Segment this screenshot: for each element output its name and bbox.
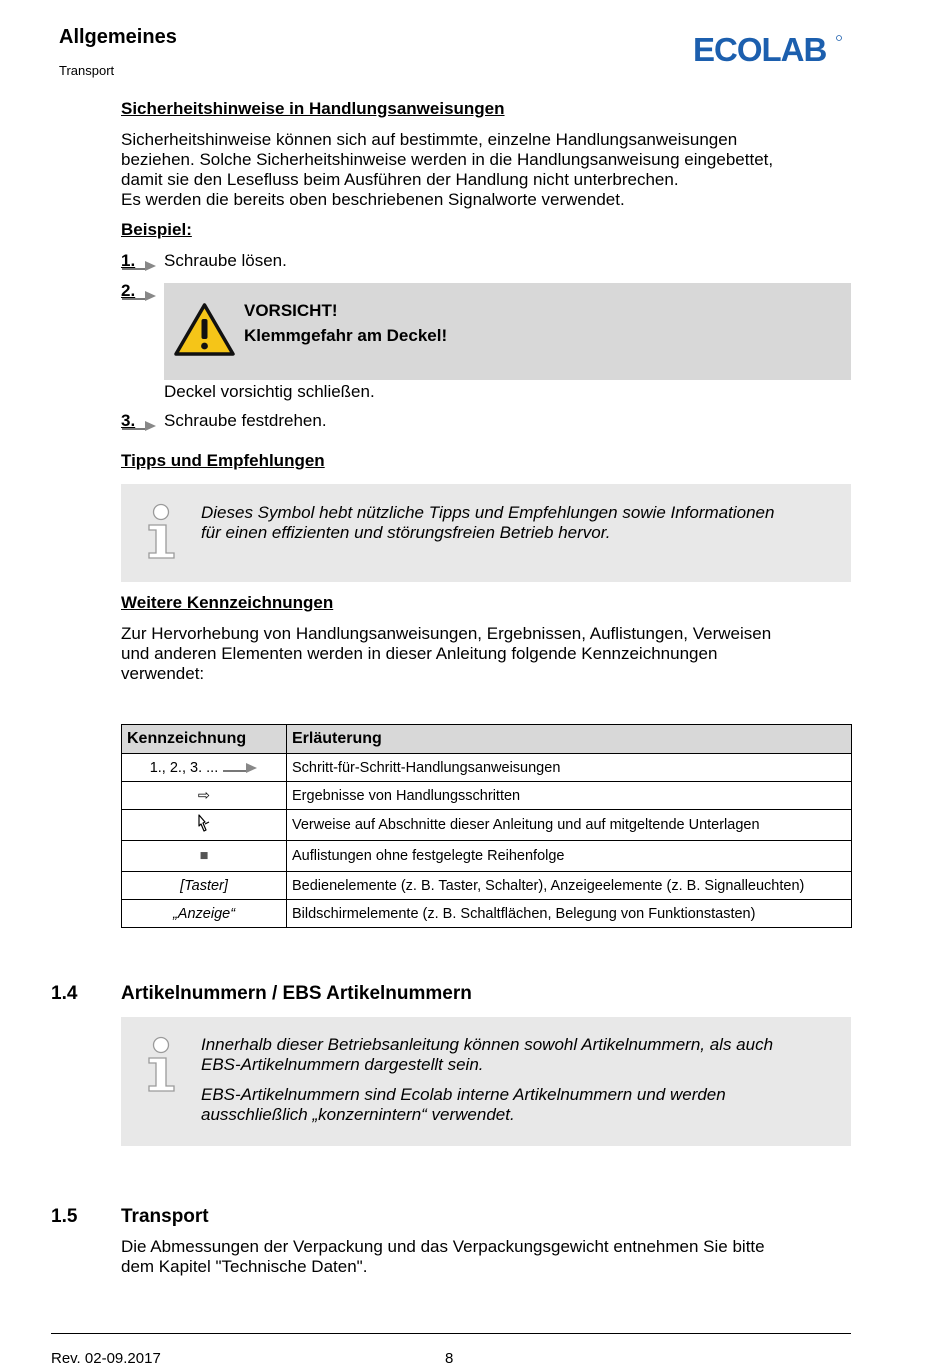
list-bullet-icon: ■	[122, 841, 287, 872]
table-row	[122, 810, 852, 841]
step-arrow-icon	[121, 288, 157, 302]
chapter-number: 1.4	[51, 983, 78, 1004]
svg-text:ECOLAB: ECOLAB	[693, 31, 827, 65]
ecolab-logo	[693, 31, 843, 70]
table-row	[122, 872, 852, 900]
safety-heading: Sicherheitshinweise in Handlungsanweisungen	[121, 99, 505, 118]
result-arrow-icon: ⇨	[122, 782, 287, 810]
table-mark-cell: [Taster]	[122, 872, 287, 900]
table-row	[122, 841, 852, 872]
table-mark-cell: „Anzeige“	[122, 900, 287, 928]
table-row	[122, 754, 852, 782]
step-number: 1.	[121, 251, 136, 270]
tips-info-box	[121, 484, 851, 582]
table-row	[122, 900, 852, 928]
table-mark-cell	[122, 754, 287, 782]
warning-signal-word: VORSICHT!	[244, 301, 338, 320]
info-icon	[145, 503, 177, 559]
table-header-cell: Erläuterung	[287, 725, 852, 754]
chapter-title: Transport	[121, 1206, 209, 1227]
articles-info-text	[201, 1035, 841, 1135]
example-label: Beispiel:	[121, 220, 192, 239]
table-row	[122, 782, 852, 810]
articles-line: EBS-Artikelnummern sind Ecolab interne Artikelnummern und werden	[201, 1085, 726, 1104]
transport-line: Die Abmessungen der Verpackung und das Verpackungsgewicht entnehmen Sie bitte	[121, 1237, 765, 1256]
footer-page-number: 8	[445, 1350, 454, 1367]
articles-line: EBS-Artikelnummern dargestellt sein.	[201, 1055, 484, 1074]
chapter-number: 1.5	[51, 1206, 78, 1227]
warning-triangle-icon	[173, 302, 236, 357]
table-desc-cell: Bedienelemente (z. B. Taster, Schalter), Anzeigeelemente (z. B. Signalleuchten)	[287, 872, 852, 900]
marks-line: und anderen Elementen werden in dieser Anleitung folgende Kennzeichnungen	[121, 644, 718, 663]
table-desc-cell: Bildschirmelemente (z. B. Schaltflächen, Belegung von Funktionstasten)	[287, 900, 852, 928]
header-subtitle: Transport	[59, 63, 115, 78]
articles-line: ausschließlich „konzernintern“ verwendet.	[201, 1105, 515, 1124]
reference-pointer-icon	[197, 814, 211, 832]
step-text: Deckel vorsichtig schließen.	[164, 382, 375, 401]
tips-line: Dieses Symbol hebt nützliche Tipps und Empfehlungen sowie Informationen	[201, 503, 775, 522]
table-header-row	[122, 725, 852, 754]
table-desc-cell: Auflistungen ohne festgelegte Reihenfolge	[287, 841, 852, 872]
footer-revision: Rev. 02-09.2017	[51, 1350, 161, 1367]
footer-divider	[51, 1333, 851, 1334]
articles-line: Innerhalb dieser Betriebsanleitung können sowohl Artikelnummern, als auch	[201, 1035, 774, 1054]
step-mark-text: 1., 2., 3. ...	[149, 759, 219, 776]
step-number: 2.	[121, 281, 136, 300]
marks-heading: Weitere Kennzeichnungen	[121, 593, 334, 612]
table-mark-cell	[122, 810, 287, 841]
step-text: Schraube festdrehen.	[164, 411, 327, 430]
tips-heading: Tipps und Empfehlungen	[121, 451, 325, 470]
safety-line: beziehen. Solche Sicherheitshinweise werden in die Handlungsanweisung eingebettet,	[121, 150, 774, 169]
marks-paragraph	[121, 624, 851, 684]
articles-info-box	[121, 1017, 851, 1146]
marks-line: Zur Hervorhebung von Handlungsanweisungen, Ergebnissen, Auflistungen, Verweisen	[121, 624, 772, 643]
info-icon	[145, 1036, 177, 1092]
chapter-title: Artikelnummern / EBS Artikelnummern	[121, 983, 472, 1004]
safety-paragraph	[121, 130, 851, 210]
step-arrow-icon	[121, 418, 157, 432]
tips-info-text	[201, 503, 841, 553]
header-title: Allgemeines	[59, 26, 177, 48]
transport-line: dem Kapitel "Technische Daten".	[121, 1257, 368, 1276]
warning-message: Klemmgefahr am Deckel!	[244, 326, 448, 345]
table-desc-cell: Ergebnisse von Handlungsschritten	[287, 782, 852, 810]
transport-paragraph	[121, 1237, 851, 1277]
marks-line: verwendet:	[121, 664, 205, 683]
step-number: 3.	[121, 411, 136, 430]
step-text: Schraube lösen.	[164, 251, 287, 270]
warning-box	[164, 283, 851, 380]
safety-line: damit sie den Lesefluss beim Ausführen der Handlung nicht unterbrechen.	[121, 170, 679, 189]
safety-line: Es werden die bereits oben beschriebenen Signalworte verwendet.	[121, 190, 625, 209]
safety-line: Sicherheitshinweise können sich auf bestimmte, einzelne Handlungsanweisungen	[121, 130, 738, 149]
step-arrow-icon	[222, 760, 258, 774]
table-desc-cell: Schritt-für-Schritt-Handlungsanweisungen	[287, 754, 852, 782]
tips-line: für einen effizienten und störungsfreien Betrieb hervor.	[201, 523, 611, 542]
table-header-cell: Kennzeichnung	[122, 725, 287, 754]
table-desc-cell: Verweise auf Abschnitte dieser Anleitung und auf mitgeltende Unterlagen	[287, 810, 852, 841]
marks-table	[121, 724, 852, 928]
step-arrow-icon	[121, 258, 157, 272]
